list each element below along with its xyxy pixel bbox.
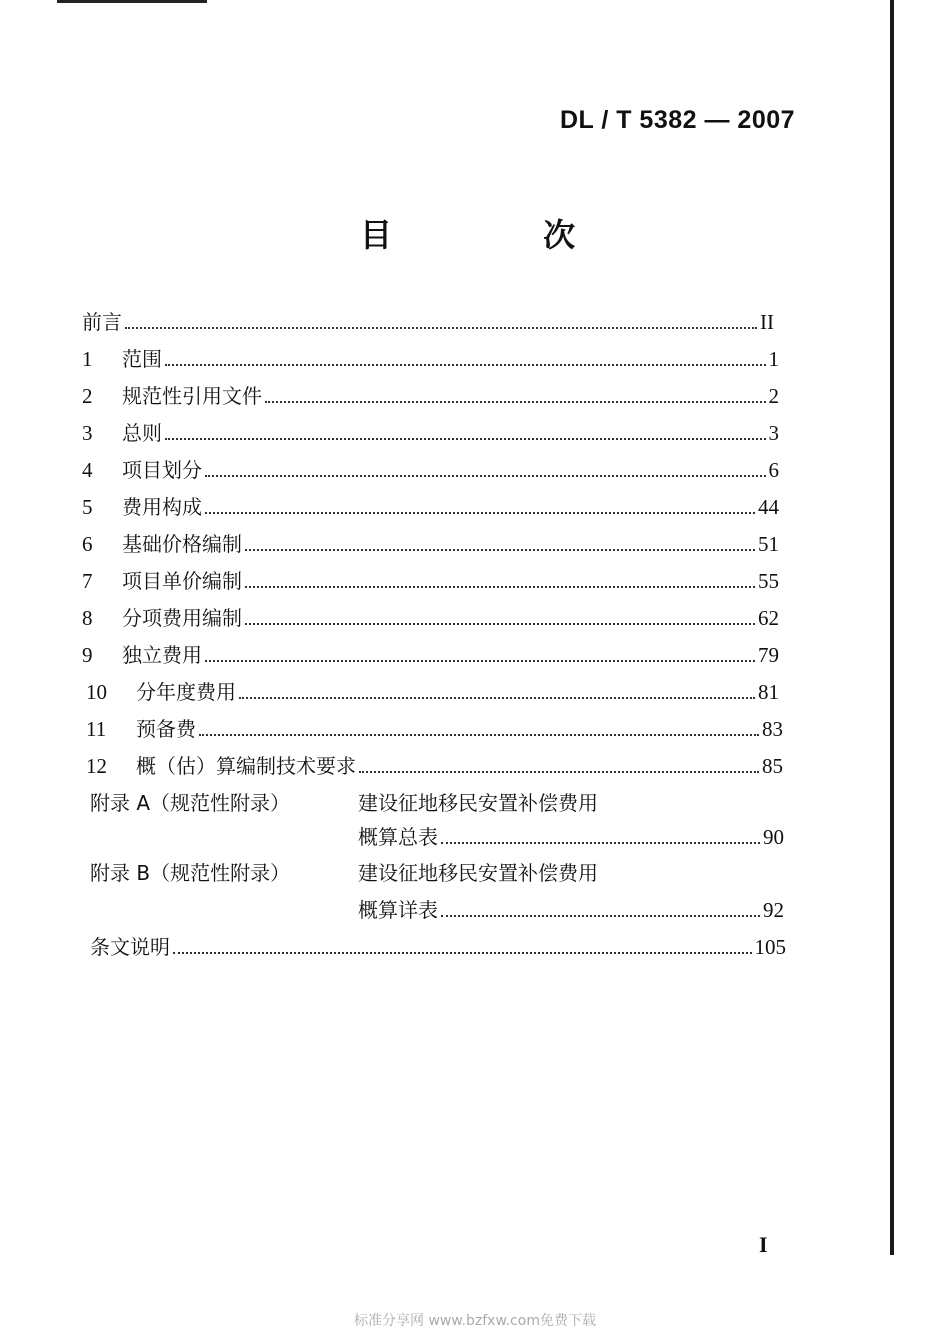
toc-entry-6[interactable]: [82, 529, 779, 559]
dot-leader: [165, 364, 766, 366]
toc-label: 范围: [122, 347, 162, 371]
toc-page: 92: [763, 898, 784, 922]
page-number: I: [759, 1232, 768, 1257]
page-title: 目 次: [360, 216, 646, 254]
appendix-a-prefix: 附录 A（规范性附录）: [90, 791, 291, 815]
toc-number: 10: [86, 680, 107, 704]
toc-number: 2: [82, 384, 93, 408]
toc-label: 项目单价编制: [122, 569, 242, 593]
toc-number: 5: [82, 495, 93, 519]
toc-entry-10[interactable]: [86, 677, 779, 707]
toc-page: 90: [763, 825, 784, 849]
toc-label: 预备费: [136, 717, 196, 741]
toc-page: II: [760, 310, 774, 334]
toc-label: 分年度费用: [136, 680, 236, 704]
toc-label: 概（估）算编制技术要求: [136, 754, 356, 778]
dot-leader: [245, 586, 755, 588]
watermark: 标准分享网 www.bzfxw.com免费下载: [354, 1313, 596, 1329]
appendix-b-title-line1[interactable]: 建设征地移民安置补偿费用: [358, 861, 598, 885]
dot-leader: [173, 952, 752, 954]
toc-number: 11: [86, 717, 107, 741]
toc-label: 总则: [122, 421, 162, 445]
dot-leader: [199, 734, 759, 736]
toc-number: 12: [86, 754, 107, 778]
toc-page: 105: [754, 935, 786, 959]
toc-number: 6: [82, 532, 93, 556]
toc-page: 62: [758, 606, 779, 630]
dot-leader: [265, 401, 766, 403]
toc-label: 基础价格编制: [122, 532, 242, 556]
toc-page: 83: [762, 717, 783, 741]
toc-entry-8[interactable]: [82, 603, 779, 633]
toc-number: 3: [82, 421, 93, 445]
dot-leader: [239, 697, 755, 699]
toc-page: 6: [768, 458, 779, 482]
toc-entry-explanation[interactable]: [90, 932, 786, 962]
toc-entry-1[interactable]: [82, 344, 779, 374]
dot-leader: [359, 771, 759, 773]
toc-number: 7: [82, 569, 93, 593]
toc-entry-3[interactable]: [82, 418, 779, 448]
toc-page: 3: [768, 421, 779, 445]
toc-number: 9: [82, 643, 93, 667]
toc-entry-11[interactable]: [86, 714, 783, 744]
standard-number: DL / T 5382 — 2007: [560, 106, 796, 134]
toc-number: 4: [82, 458, 93, 482]
toc-page: 1: [768, 347, 779, 371]
toc-label: 独立费用: [122, 643, 202, 667]
toc-label: 前言: [82, 310, 122, 334]
top-rule: [57, 0, 207, 3]
toc-entry-2[interactable]: [82, 381, 779, 411]
toc-entry-7[interactable]: [82, 566, 779, 596]
toc-entry-5[interactable]: [82, 492, 779, 522]
toc-entry-appendix-b[interactable]: [358, 895, 784, 925]
toc-page: 55: [758, 569, 779, 593]
dot-leader: [245, 623, 755, 625]
toc-label: 概算详表: [358, 898, 438, 922]
toc-entry-appendix-a[interactable]: [358, 822, 784, 852]
dot-leader: [125, 327, 757, 329]
dot-leader: [205, 660, 755, 662]
dot-leader: [205, 512, 755, 514]
toc-page: 2: [768, 384, 779, 408]
dot-leader: [245, 549, 755, 551]
toc-label: 费用构成: [122, 495, 202, 519]
dot-leader: [165, 438, 766, 440]
dot-leader: [441, 915, 760, 917]
toc-number: 1: [82, 347, 93, 371]
toc-number: 8: [82, 606, 93, 630]
toc-label: 概算总表: [358, 825, 438, 849]
toc-label: 规范性引用文件: [122, 384, 262, 408]
toc-label: 条文说明: [90, 935, 170, 959]
toc-page: 85: [762, 754, 783, 778]
toc-page: 79: [758, 643, 779, 667]
toc-label: 项目划分: [122, 458, 202, 482]
dot-leader: [205, 475, 766, 477]
toc-page: 51: [758, 532, 779, 556]
toc-entry-foreword[interactable]: [82, 307, 774, 337]
toc-label: 分项费用编制: [122, 606, 242, 630]
dot-leader: [441, 842, 760, 844]
appendix-b-prefix: 附录 B（规范性附录）: [90, 861, 291, 885]
toc-entry-9[interactable]: [82, 640, 779, 670]
toc-entry-4[interactable]: [82, 455, 779, 485]
toc-page: 81: [758, 680, 779, 704]
toc-page: 44: [758, 495, 779, 519]
toc-entry-12[interactable]: [86, 751, 783, 781]
appendix-a-title-line1[interactable]: 建设征地移民安置补偿费用: [358, 791, 598, 815]
page-edge-line: [890, 0, 894, 1255]
